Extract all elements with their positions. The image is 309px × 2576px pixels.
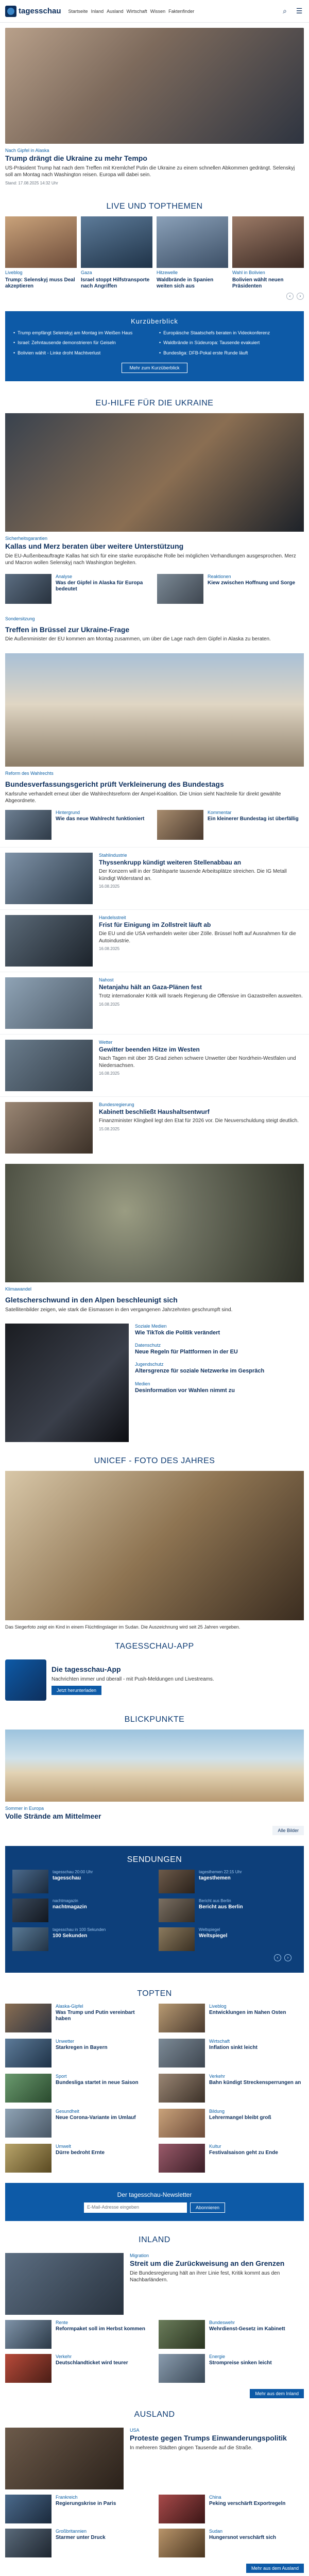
inland-item-topline: Bundeswehr: [209, 2319, 235, 2325]
sendung-headline[interactable]: tagesschau: [53, 1875, 81, 1881]
kurz-item[interactable]: • Europäische Staatschefs beraten in Videokonferenz: [159, 330, 296, 336]
topten-headline[interactable]: Entwicklungen im Nahen Osten: [209, 2009, 286, 2015]
unicef-caption: Das Siegerfoto zeigt ein Kind in einem Flüchtlingslager im Sudan. Die Auszeichnung wird seit 25 Jahren vergeben.: [5, 1624, 241, 1630]
topten-headline[interactable]: Bundesliga startet in neue Saison: [56, 2079, 139, 2086]
ausland-item-image: [159, 2529, 205, 2557]
kurz-item[interactable]: • Bolivien wählt - Linke droht Machtverlust: [13, 350, 150, 357]
ausland-item[interactable]: [159, 2495, 304, 2523]
inland-item-image: [5, 2320, 52, 2349]
tiktok-item-headline[interactable]: Wie TikTok die Politik verändert: [135, 1330, 220, 1336]
topten-image: [5, 2144, 52, 2173]
list-article[interactable]: [0, 847, 309, 909]
article-list: [0, 847, 309, 1159]
sendung-topline: nachtmagazin: [53, 1898, 78, 1903]
topten-topline: Umwelt: [56, 2143, 72, 2149]
ausland-item-image: [5, 2495, 52, 2523]
topten-topline: Kultur: [209, 2143, 221, 2149]
live-card-image: [81, 216, 152, 268]
sendung-image: [12, 1899, 48, 1922]
topten-headline[interactable]: Festivalsaison geht zu Ende: [209, 2149, 278, 2156]
inland-item-image: [159, 2354, 205, 2383]
sendung-image: [12, 1927, 48, 1951]
sendung-item[interactable]: [159, 1927, 297, 1951]
live-card-topline: Gaza: [81, 269, 92, 275]
sendung-image: [12, 1870, 48, 1893]
list-article-headline[interactable]: Netanjahu hält an Gaza-Plänen fest: [99, 983, 202, 991]
topten-grid: [0, 2004, 309, 2178]
list-article-topline: Nahost: [99, 977, 114, 982]
blick-headline[interactable]: Volle Strände am Mittelmeer: [5, 1812, 101, 1821]
tiktok-item-headline[interactable]: Desinformation vor Wahlen nimmt zu: [135, 1387, 235, 1394]
app-teaser-text: Nachrichten immer und überall - mit Push-Meldungen und Livestreams.: [52, 1676, 214, 1682]
topten-headline[interactable]: Lehrermangel bleibt groß: [209, 2114, 271, 2121]
brussels-headline[interactable]: Treffen in Brüssel zur Ukraine-Frage: [5, 625, 130, 634]
ukraine-headline[interactable]: Kallas und Merz beraten über weitere Unterstützung: [5, 541, 184, 550]
nav-item[interactable]: Faktenfinder: [168, 8, 195, 14]
hero-meta: Stand: 17.08.2025 14:32 Uhr: [5, 180, 58, 185]
list-article-topline: Stahlindustrie: [99, 852, 127, 858]
inland-item[interactable]: [159, 2320, 304, 2349]
section-title-app: TAGESSCHAU-APP: [115, 1642, 194, 1651]
inland-item-topline: Verkehr: [56, 2353, 72, 2359]
live-card-topline: Hitzewelle: [157, 269, 178, 275]
topten-item[interactable]: [5, 2074, 150, 2103]
sendung-headline[interactable]: Bericht aus Berlin: [199, 1904, 243, 1910]
ausland-item-topline: Großbritannien: [56, 2528, 87, 2534]
tiktok-item-topline: Soziale Medien: [135, 1324, 167, 1329]
list-article-meta: 16.08.2025: [99, 946, 120, 952]
section-title-unicef: UNICEF - FOTO DES JAHRES: [94, 1456, 215, 1466]
list-article-teaser: Trotz internationaler Kritik will Israels Regierung die Offensive im Gazastreifen ausweiten.: [99, 993, 303, 999]
sendung-topline: Weltspiegel: [199, 1927, 220, 1932]
inland-item-image: [5, 2354, 52, 2383]
sendung-item[interactable]: [159, 1899, 297, 1922]
satellite-article[interactable]: [0, 1159, 309, 1318]
list-article-headline[interactable]: Frist für Einigung im Zollstreit läuft ab: [99, 921, 211, 928]
list-article-image: [5, 977, 93, 1029]
chevron-left-icon[interactable]: ‹: [274, 1954, 281, 1961]
brussels-topline: Sondersitzung: [5, 616, 35, 621]
ausland-item[interactable]: [159, 2529, 304, 2557]
topten-image: [159, 2074, 205, 2103]
list-article-teaser: Nach Tagen mit über 35 Grad ziehen schwere Unwetter über Nordrhein-Westfalen und Niedersachsen.: [99, 1056, 296, 1069]
bundestag-image: [5, 653, 304, 767]
ausland-item-topline: Frankreich: [56, 2494, 78, 2500]
live-card-headline[interactable]: Israel stoppt Hilfstransporte nach Angriffen: [81, 277, 150, 289]
sendung-image: [159, 1899, 195, 1922]
site-header: [0, 0, 309, 23]
bundestag-article[interactable]: [0, 648, 309, 810]
topten-image: [5, 2109, 52, 2138]
live-card-headline[interactable]: Waldbrände in Spanien weiten sich aus: [157, 277, 214, 289]
satellite-topline: Klimawandel: [5, 1286, 32, 1292]
ausland-item-topline: China: [209, 2494, 221, 2500]
ausland-lead-image: [5, 2428, 124, 2489]
menu-icon[interactable]: ☰: [296, 7, 303, 15]
ausland-item-headline[interactable]: Starmer unter Druck: [56, 2534, 106, 2540]
list-article-headline[interactable]: Kabinett beschließt Haushaltsentwurf: [99, 1108, 210, 1115]
main-nav: [68, 9, 280, 14]
list-article-headline[interactable]: Gewitter beenden Hitze im Westen: [99, 1045, 200, 1053]
sendung-topline: tagesschau 20:00 Uhr: [53, 1869, 93, 1874]
list-article-image: [5, 1040, 93, 1091]
bundestag-topline: Reform des Wahlrechts: [5, 770, 54, 776]
ausland-item-image: [159, 2495, 205, 2523]
inland-lead-teaser: Die Bundesregierung hält an ihrer Linie fest, Kritik kommt aus den Nachbarländern.: [130, 2270, 280, 2283]
list-article-meta: 16.08.2025: [99, 1002, 120, 1007]
list-article-teaser: Finanzminister Klingbeil legt den Etat für 2026 vor. Die Neuverschuldung steigt deutlich.: [99, 1118, 299, 1124]
tiktok-block: [0, 1318, 309, 1447]
list-article[interactable]: [0, 1034, 309, 1096]
section-title-live: LIVE UND TOPTHEMEN: [106, 201, 203, 211]
sub-card[interactable]: [157, 810, 304, 840]
sendung-topline: Bericht aus Berlin: [199, 1898, 231, 1903]
sendung-topline: tagesschau in 100 Sekunden: [53, 1927, 106, 1932]
tiktok-item[interactable]: [135, 1362, 304, 1375]
live-card-topline: Liveblog: [5, 269, 23, 275]
topten-item[interactable]: [5, 2144, 150, 2173]
sendung-item[interactable]: [12, 1870, 150, 1893]
kurz-item[interactable]: • Bundesliga: DFB-Pokal erste Runde läuft: [159, 350, 296, 357]
topten-topline: Alaska-Gipfel: [56, 2003, 83, 2009]
section-title-ukraine: EU-HILFE FÜR DIE UKRAINE: [95, 398, 214, 408]
app-download-button[interactable]: Jetzt herunterladen: [52, 1686, 101, 1695]
topten-headline[interactable]: Neue Corona-Variante im Umlauf: [56, 2114, 136, 2121]
sendung-item[interactable]: [159, 1870, 297, 1893]
topten-topline: Unwetter: [56, 2038, 75, 2044]
topten-topline: Sport: [56, 2073, 67, 2079]
sub-card-headline[interactable]: Was der Gipfel in Alaska für Europa bedeutet: [56, 580, 143, 592]
inland-item-headline[interactable]: Wehrdienst-Gesetz im Kabinett: [209, 2326, 285, 2332]
topten-headline[interactable]: Inflation sinkt leicht: [209, 2044, 258, 2050]
topten-image: [159, 2109, 205, 2138]
section-title-topten: TOPTEN: [137, 1989, 172, 1998]
ausland-item[interactable]: [5, 2529, 150, 2557]
site-logo[interactable]: [5, 6, 61, 17]
ausland-item-headline[interactable]: Peking verschärft Exportregeln: [209, 2500, 286, 2506]
inland-more-button[interactable]: Mehr aus dem Inland: [250, 2389, 304, 2398]
list-article-topline: Wetter: [99, 1039, 113, 1045]
topten-headline[interactable]: Starkregen in Bayern: [56, 2044, 108, 2050]
sub-card-image: [5, 574, 52, 604]
kurz-item[interactable]: • Israel: Zehntausende demonstrieren für Geiseln: [13, 340, 150, 346]
tiktok-item-headline[interactable]: Neue Regeln für Plattformen in der EU: [135, 1349, 238, 1355]
inland-item-headline[interactable]: Deutschlandticket wird teurer: [56, 2360, 128, 2366]
topten-item[interactable]: [159, 2109, 304, 2138]
sendung-headline[interactable]: Weltspiegel: [199, 1933, 228, 1939]
newsletter-form: [13, 2202, 296, 2213]
subscribe-button[interactable]: Abonnieren: [190, 2202, 225, 2213]
list-article-image: [5, 915, 93, 967]
live-pager: [0, 290, 309, 303]
ukraine-image: [5, 413, 304, 532]
app-headline: Die tagesschau-App: [52, 1665, 121, 1673]
live-card[interactable]: [5, 216, 77, 290]
sub-card-headline[interactable]: Ein kleinerer Bundestag ist überfällig: [208, 816, 299, 822]
blick-caption: [0, 1802, 309, 1823]
ausland-item-topline: Sudan: [209, 2528, 223, 2534]
bundestag-teaser: Karlsruhe verhandelt erneut über die Wahlrechtsreform der Ampel-Koalition. Die Union sieht Nachteile für direkt gewählte Abgeordnete.: [5, 791, 281, 804]
blick-more: [0, 1823, 309, 1839]
tiktok-image[interactable]: [5, 1324, 129, 1442]
chevron-right-icon[interactable]: ›: [297, 293, 304, 300]
sendung-item[interactable]: [12, 1899, 150, 1922]
live-card-image: [232, 216, 304, 268]
sub-card-headline[interactable]: Wie das neue Wahlrecht funktioniert: [56, 816, 145, 822]
list-article[interactable]: [0, 1096, 309, 1159]
kurz-item[interactable]: • Waldbrände in Südeuropa: Tausende evakuiert: [159, 340, 296, 346]
sub-card-headline[interactable]: Kiew zwischen Hoffnung und Sorge: [208, 580, 295, 586]
topten-image: [5, 2039, 52, 2067]
list-article-teaser: Die EU und die USA verhandeln weiter über Zölle. Brüssel hofft auf Ausnahmen für die Autoindustrie.: [99, 931, 296, 944]
topten-item[interactable]: [159, 2004, 304, 2032]
list-article-headline[interactable]: Thyssenkrupp kündigt weiteren Stellenabbau an: [99, 858, 242, 866]
hero-article[interactable]: [0, 23, 309, 193]
list-article-teaser: Der Konzern will in der Stahlsparte tausende Arbeitsplätze streichen. Die IG Metall kündigt Widerstand an.: [99, 869, 287, 882]
sendung-item[interactable]: [12, 1927, 150, 1951]
sub-card-topline: Kommentar: [208, 809, 232, 815]
kurz-title: Kurzüberblick: [131, 317, 178, 325]
tiktok-item-topline: Medien: [135, 1381, 150, 1386]
topten-image: [159, 2039, 205, 2067]
ausland-lead-headline[interactable]: Proteste gegen Trumps Einwanderungspolitik: [130, 2433, 287, 2442]
hero-teaser: US-Präsident Trump hat nach dem Treffen mit Kremlchef Putin die Ukraine zu einem schnellen Abkommen gedrängt. Selenskyj soll am Montag nach Washington reisen. Europa will dabei sein.: [5, 165, 295, 178]
live-card-image: [157, 216, 228, 268]
live-card[interactable]: [232, 216, 304, 290]
unicef-image[interactable]: [5, 1471, 304, 1620]
sub-card-topline: Reaktionen: [208, 573, 231, 579]
topten-item[interactable]: [159, 2074, 304, 2103]
satellite-teaser: Satellitenbilder zeigen, wie stark die Eismassen in den vergangenen Jahrzehnten geschrumpft sind.: [5, 1307, 233, 1313]
brussels-article[interactable]: [0, 611, 309, 648]
inland-lead-image: [5, 2253, 124, 2315]
live-card[interactable]: [81, 216, 152, 290]
kurz-more-button[interactable]: Mehr zum Kurzüberblick: [122, 363, 187, 373]
tiktok-list: [135, 1324, 304, 1442]
sendungen-grid: [12, 1870, 297, 1951]
topten-topline: Gesundheit: [56, 2108, 80, 2114]
inland-lead-headline[interactable]: Streit um die Zurückweisung an den Grenzen: [130, 2259, 285, 2267]
section-title-sendungen: SENDUNGEN: [127, 1855, 182, 1864]
section-title-inland: INLAND: [139, 2235, 170, 2244]
bundestag-headline[interactable]: Bundesverfassungsgericht prüft Verkleinerung des Bundestags: [5, 779, 224, 788]
kurz-item[interactable]: • Trump empfängt Selenskyj am Montag im Weißen Haus: [13, 330, 150, 336]
sendung-headline[interactable]: nachtmagazin: [53, 1904, 87, 1910]
topten-item[interactable]: [5, 2039, 150, 2067]
nav-item[interactable]: Wirtschaft: [126, 8, 147, 14]
ausland-item[interactable]: [5, 2495, 150, 2523]
ukraine-lead[interactable]: [0, 413, 309, 574]
kurzueberblick-box: [5, 311, 304, 381]
inland-item[interactable]: [5, 2354, 150, 2383]
live-carousel: [0, 216, 309, 290]
list-article[interactable]: [0, 972, 309, 1034]
ausland-more: [0, 2562, 309, 2575]
email-field[interactable]: E-Mail-Adresse eingeben: [84, 2202, 187, 2213]
inland-item-headline[interactable]: Reformpaket soll im Herbst kommen: [56, 2326, 145, 2332]
logo-text: tagesschau: [19, 7, 61, 15]
sub-card-image: [157, 810, 203, 840]
topten-topline: Verkehr: [209, 2073, 226, 2079]
inland-lead[interactable]: [0, 2250, 309, 2320]
tiktok-item-topline: Datenschutz: [135, 1343, 161, 1348]
app-teaser: [0, 1656, 309, 1706]
topten-image: [5, 2074, 52, 2103]
list-article-meta: 16.08.2025: [99, 884, 120, 889]
topten-headline[interactable]: Dürre bedroht Ernte: [56, 2149, 105, 2156]
sub-card-image: [157, 574, 203, 604]
topten-image: [5, 2004, 52, 2032]
chevron-left-icon[interactable]: ‹: [286, 293, 294, 300]
sendung-headline[interactable]: 100 Sekunden: [53, 1933, 88, 1939]
ausland-lead-topline: USA: [130, 2427, 140, 2433]
inland-item[interactable]: [159, 2354, 304, 2383]
list-article[interactable]: [0, 909, 309, 972]
tiktok-item-topline: Jugendschutz: [135, 1362, 164, 1367]
inland-item-topline: Rente: [56, 2319, 68, 2325]
ausland-item-headline[interactable]: Hungersnot verschärft sich: [209, 2534, 277, 2540]
tiktok-item[interactable]: [135, 1381, 304, 1394]
hero-headline[interactable]: Trump drängt die Ukraine zu mehr Tempo: [5, 154, 147, 162]
live-card-headline[interactable]: Bolivien wählt neuen Präsidenten: [232, 277, 284, 289]
sub-card-image: [5, 810, 52, 840]
newsletter-title: Der tagesschau-Newsletter: [117, 2191, 192, 2198]
topten-topline: Bildung: [209, 2108, 225, 2114]
topten-topline: Liveblog: [209, 2003, 227, 2009]
hero-image: [5, 28, 304, 144]
live-card-image: [5, 216, 77, 268]
topten-headline[interactable]: Was Trump und Putin vereinbart haben: [56, 2009, 135, 2022]
ausland-item-image: [5, 2529, 52, 2557]
sub-card[interactable]: [157, 574, 304, 604]
inland-item-headline[interactable]: Strompreise sinken leicht: [209, 2360, 272, 2366]
chevron-right-icon[interactable]: ›: [284, 1954, 291, 1961]
ausland-grid: [0, 2495, 309, 2562]
inland-item-image: [159, 2320, 205, 2349]
tiktok-item[interactable]: [135, 1343, 304, 1355]
list-article-topline: Handelsstreit: [99, 914, 126, 920]
ausland-lead-teaser: In mehreren Städten gingen Tausende auf die Straße.: [130, 2445, 253, 2451]
topten-image: [159, 2004, 205, 2032]
ukraine-subrow: [0, 574, 309, 611]
search-icon[interactable]: ⌕: [283, 7, 287, 15]
topten-headline[interactable]: Bahn kündigt Streckensperrungen an: [209, 2079, 301, 2086]
bundestag-subrow: [0, 810, 309, 847]
list-article-image: [5, 1102, 93, 1154]
brussels-teaser: Die Außenminister der EU kommen am Montag zusammen, um über die Lage nach dem Gipfel in Alaska zu beraten.: [5, 636, 271, 642]
sendungen-pager: [12, 1951, 297, 1964]
topten-item[interactable]: [5, 2004, 150, 2032]
sub-card[interactable]: [5, 810, 152, 840]
live-card[interactable]: [157, 216, 228, 290]
nav-item[interactable]: Wissen: [150, 8, 166, 14]
ukraine-teaser: Die EU-Außenbeauftragte Kallas hat sich für eine starke europäische Rolle bei möglichen Verhandlungen ausgesprochen. Merz und Macron wollen Selenskyj nach Washington begleiten.: [5, 553, 296, 566]
blick-more-button[interactable]: Alle Bilder: [272, 1826, 304, 1835]
blick-image[interactable]: [5, 1730, 304, 1802]
satellite-image: [5, 1164, 304, 1282]
list-article-image: [5, 853, 93, 904]
inland-item-topline: Energie: [209, 2353, 226, 2359]
list-article-topline: Bundesregierung: [99, 1101, 134, 1107]
ausland-more-button[interactable]: Mehr aus dem Ausland: [246, 2564, 304, 2573]
satellite-headline[interactable]: Gletscherschwund in den Alpen beschleunigt sich: [5, 1295, 178, 1304]
sendung-image: [159, 1927, 195, 1951]
sendungen-box: [5, 1846, 304, 1973]
ausland-lead[interactable]: [0, 2425, 309, 2495]
topten-item[interactable]: [5, 2109, 150, 2138]
inland-grid: [0, 2320, 309, 2387]
logo-icon: [5, 6, 16, 17]
sendung-image: [159, 1870, 195, 1893]
sendung-headline[interactable]: tagesthemen: [199, 1875, 231, 1881]
section-title-blick: BLICKPUNKTE: [124, 1715, 185, 1724]
nav-item[interactable]: Ausland: [107, 8, 124, 14]
nav-item[interactable]: Inland: [91, 8, 104, 14]
sub-card-topline: Analyse: [56, 573, 73, 579]
hero-topline: Nach Gipfel in Alaska: [5, 148, 49, 153]
ausland-item-headline[interactable]: Regierungskrise in Paris: [56, 2500, 116, 2506]
list-article-meta: 16.08.2025: [99, 1071, 120, 1076]
topten-image: [159, 2144, 205, 2173]
newsletter-box: [5, 2183, 304, 2221]
nav-item[interactable]: Startseite: [68, 8, 88, 14]
live-card-topline: Wahl in Bolivien: [232, 269, 265, 275]
topten-topline: Wirtschaft: [209, 2038, 230, 2044]
ukraine-topline: Sicherheitsgarantien: [5, 535, 48, 541]
section-title-ausland: AUSLAND: [134, 2410, 175, 2419]
topten-item[interactable]: [159, 2039, 304, 2067]
kurz-more: [13, 363, 296, 373]
inland-lead-topline: Migration: [130, 2252, 149, 2258]
list-article-meta: 15.08.2025: [99, 1126, 120, 1131]
app-icon: [5, 1659, 46, 1701]
topten-item[interactable]: [159, 2144, 304, 2173]
blick-topline: Sommer in Europa: [5, 1806, 44, 1811]
inland-item[interactable]: [5, 2320, 150, 2349]
live-card-headline[interactable]: Trump: Selenskyj muss Deal akzeptieren: [5, 277, 75, 289]
sub-card[interactable]: [5, 574, 152, 604]
tiktok-item[interactable]: [135, 1324, 304, 1336]
sendung-topline: tagesthemen 22:15 Uhr: [199, 1869, 242, 1874]
kurz-list: [13, 330, 296, 357]
inland-more: [0, 2387, 309, 2401]
sub-card-topline: Hintergrund: [56, 809, 80, 815]
header-icons: [280, 7, 304, 16]
tiktok-item-headline[interactable]: Altersgrenze für soziale Netzwerke im Gespräch: [135, 1368, 265, 1375]
